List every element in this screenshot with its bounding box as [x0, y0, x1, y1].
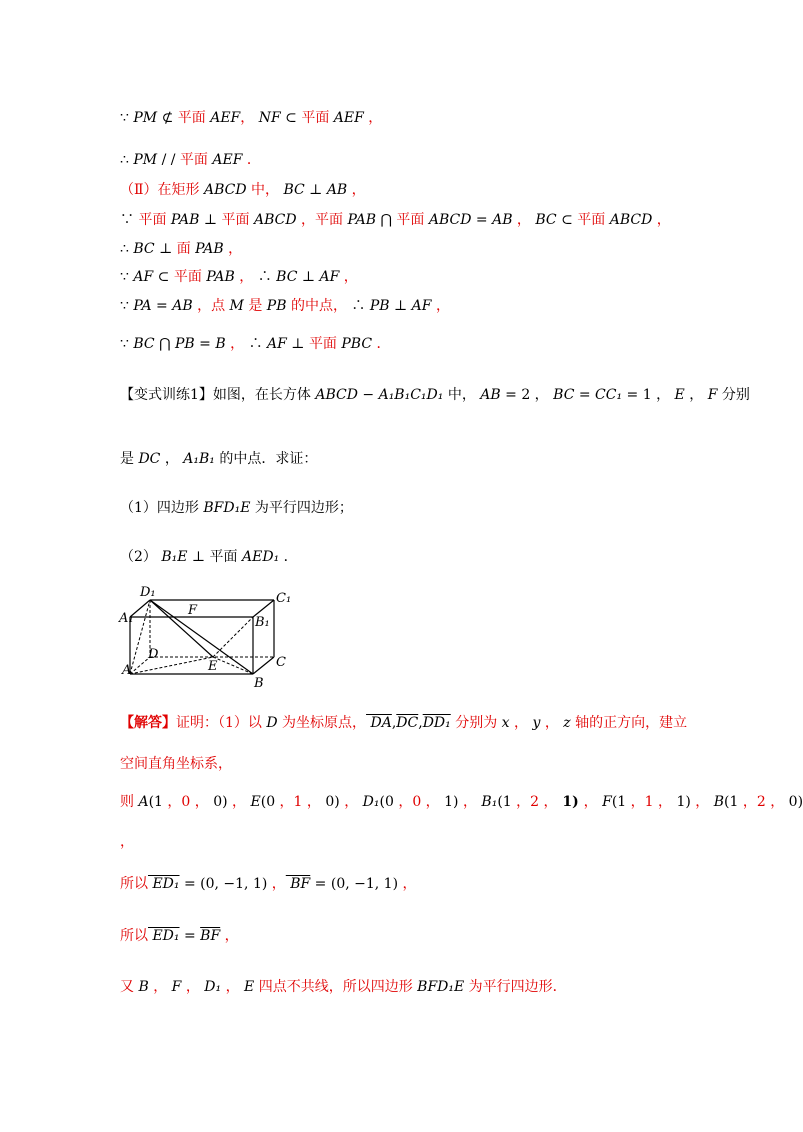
- label-b: B: [254, 676, 264, 691]
- proof-line-6: ∵ AF ⊂ 平面 PAB ， ∴ BC ⊥ AF ，: [120, 269, 358, 285]
- cuboid-figure: [118, 582, 298, 692]
- segment-ae-hidden: [130, 657, 213, 674]
- proof-line-3: （Ⅱ）在矩形 ABCD 中， BC ⊥ AB ，: [120, 182, 366, 198]
- question-1: （1）四边形 BFD₁E 为平行四边形；: [120, 500, 353, 516]
- problem-statement: 【变式训练1】如图，在长方体 ABCD − A₁B₁C₁D₁ 中， AB = 2 ， BC = CC₁ = 1 ， E ， F 分别: [120, 387, 750, 403]
- conclusion-line: 又 B ， F ， D₁ ， E 四点不共线，所以四边形 BFD₁E 为平行四边形．: [120, 979, 567, 995]
- proof-line-8: ∵ BC ⋂ PB = B ， ∴ AF ⊥ 平面 PBC ．: [120, 336, 391, 352]
- segment-d1e: [150, 600, 213, 657]
- proof-line-2: ∴ PM / / 平面 AEF ．: [120, 152, 261, 168]
- coordinates-line-comma: ，: [120, 834, 134, 850]
- label-f: F: [188, 603, 198, 618]
- vector-line-2: 所以 $ED_1 = \overline{BF}$ ，: [120, 928, 239, 944]
- label-e: E: [208, 659, 218, 674]
- question-2: （2） B₁E ⊥ 平面 AED₁ ．: [120, 549, 298, 565]
- proof-line-7: ∵ PA = AB ，点 M 是 PB 的中点， ∴ PB ⊥ AF ，: [120, 298, 450, 314]
- label-b1: B₁: [255, 615, 270, 630]
- vector-line-1: 所以 ED₁ = (0, −1, 1) ， BF = (0, −1, 1) ，: [120, 876, 417, 892]
- label-a1: A₁: [119, 611, 134, 626]
- coordinates-line: 则 A(1 ，0 ， 0) ， E(0 ，1 ， 0) ， D₁(0 ，0 ， 1) ， B₁(1 ，2 ， 1) ， F(1 ，1 ， 1) ， B(1 ，2 ， 0): [120, 794, 803, 810]
- problem-statement-cont: 是 DC ， A₁B₁ 的中点．求证：: [120, 451, 318, 467]
- label-a: A: [122, 663, 132, 678]
- solution-line-2: 空间直角坐标系，: [120, 756, 232, 772]
- proof-line-1: ∵ PM ⊄ 平面 AEF， NF ⊂ 平面 AEF ，: [120, 110, 383, 126]
- segment-d1b: [150, 600, 253, 674]
- solution-line-1: 【解答】证明：（1）以 D 为坐标原点， $DA,\overline{DC},DD_1$ 分别为 x ， y ， z 轴的正方向，建立: [120, 715, 688, 731]
- label-c1: C₁: [276, 591, 292, 606]
- proof-line-4: ∵ 平面 PAB ⊥ 平面 ABCD ，平面 PAB ⋂ 平面 ABCD = AB ， BC ⊂ 平面 ABCD ，: [120, 212, 671, 228]
- segment-eb1-hidden: [213, 617, 253, 657]
- label-d: D: [148, 647, 159, 662]
- edge-bc: [253, 657, 274, 674]
- label-d1: D₁: [140, 585, 156, 600]
- label-c: C: [276, 655, 286, 670]
- proof-line-5: ∴ BC ⊥ 面 PAB ，: [120, 241, 243, 257]
